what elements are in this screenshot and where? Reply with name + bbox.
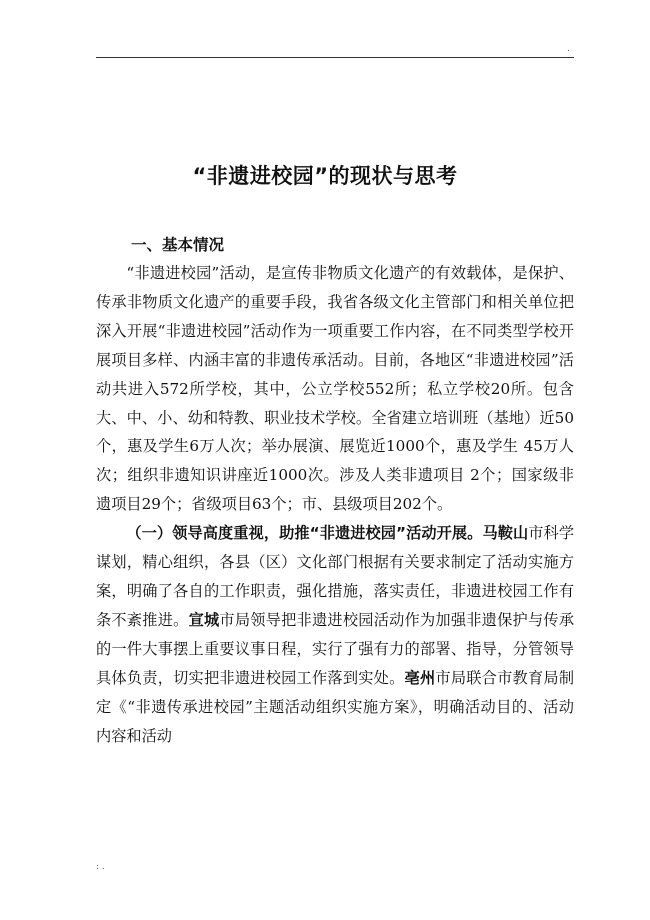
subsection-lead: （一）领导高度重视，助推“非遗进校园”活动开展。 <box>126 524 483 543</box>
document-title: “非遗进校园”的现状与思考 <box>192 164 458 188</box>
footer-mark: : . <box>96 862 105 872</box>
basic-situation-paragraph: “非遗进校园”活动，是宣传非物质文化遗产的有效载体，是保护、传承非物质文化遗产的重要手段，我省各级文化主管部门和相关单位把深入开展“非遗进校园”活动作为一项重要工作内容，在不同类型学校开展项目多样、内涵丰富的非遗传承活动。目前，各地区“非遗进校园”活动共进入572所学校，其中，公立学校552所；私立学校20所。包含大、中、小、幼和特教、职业技术学校。全省建立培训班（基地）近50个，惠及学生6万人次；举办展演、展览近1000个，惠及学生 45万人次；组织非遗知识讲座近1000次。涉及人类非遗项目 2个；国家级非遗项目29个；省级项目63个；市、县级项目202个。 <box>96 264 574 514</box>
city-maanshan: 马鞍山 <box>482 524 529 543</box>
city-xuancheng: 宣城 <box>188 610 220 629</box>
bozhou-text: 市局联合市教育局制定《“非遗传承进校园”主题活动组织实施方案》，明确活动目的、活动内容和活动 <box>96 668 575 745</box>
subsection-paragraph <box>96 519 574 750</box>
maanshan-text: 市科学谋划，精心组织，各县（区）文化部门根据有关要求制定了活动实施方案，明确了各自的工作职责，强化措施，落实责任，非遗进校园工作有条不紊推进。 <box>96 524 575 629</box>
section-heading-basic: 一、基本情况 <box>131 236 225 254</box>
document-body <box>96 259 574 750</box>
xuancheng-text: 市局领导把非遗进校园活动作为加强非遗保护与传承的一件大事摆上重要议事日程，实行了强有力的部署、指导，分管领导具体负责，切实把非遗进校园工作落到实处。 <box>96 610 575 687</box>
header-rule <box>96 57 574 58</box>
header-corner-mark: . <box>567 44 570 54</box>
city-bozhou: 亳州 <box>404 668 436 687</box>
